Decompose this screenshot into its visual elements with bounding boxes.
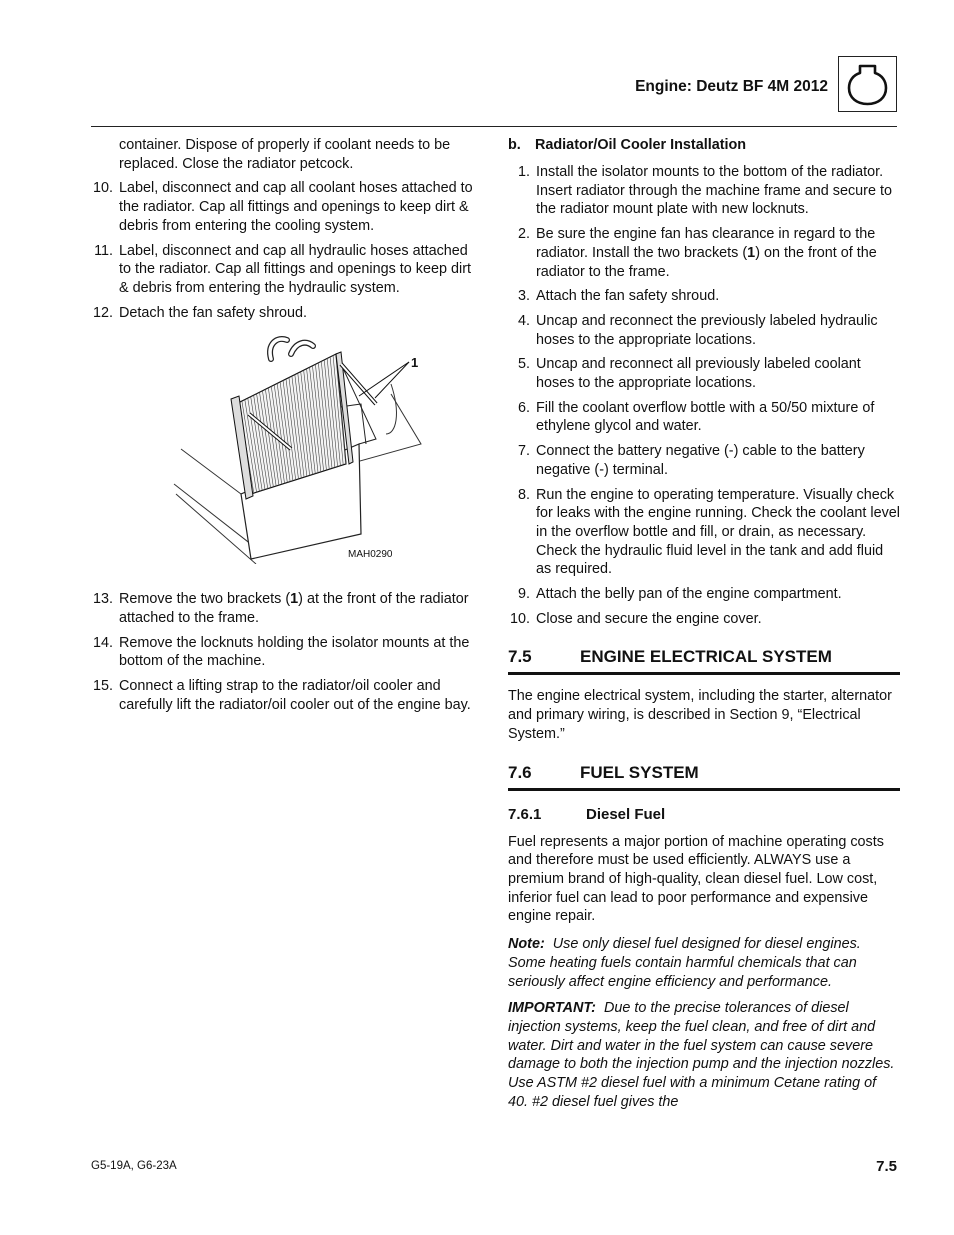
list-item: 15. Connect a lifting strap to the radiator/oil cooler and carefully lift the radiator/oil cooler out of the engine bay. [92, 678, 471, 713]
header-rule [91, 126, 897, 127]
subsection-heading-7-6-1: 7.6.1 Diesel Fuel [508, 805, 666, 823]
list-item: 9. Attach the belly pan of the engine compartment. [517, 586, 842, 603]
list-item: 10. Label, disconnect and cap all coolant hoses attached to the radiator. Cap all fittings and openings to keep dirt & debris from entering the cooling system. [92, 180, 473, 234]
list-item: 4. Uncap and reconnect the previously labeled hydraulic hoses to the appropriate locations. [517, 312, 878, 348]
list-item: 12. Detach the fan safety shroud. [92, 304, 307, 321]
list-item: 14. Remove the locknuts holding the isolator mounts at the bottom of the machine. [92, 634, 470, 670]
important-paragraph: IMPORTANT: Due to the precise tolerances of diesel injection systems, keep the fuel clean, and free of dirt and water. Dirt and water in the fuel system can cause severe damage to both the injection pump and the injection nozzles. Use ASTM #2 diesel fuel with a minimum Cetane rating of 40. #2 diesel fuel gives the [508, 1000, 895, 1110]
section-body: Fuel represents a major portion of machine operating costs and therefore must be used efficiently. ALWAYS use a premium brand of high-quality, clean diesel fuel. Low cost, inferior fuel can lead to poor performance and expensive engine repair. [508, 833, 884, 925]
footer-models: G5-19A, G6-23A [91, 1160, 177, 1172]
list-item: 7. Connect the battery negative (-) cable to the battery negative (-) terminal. [517, 443, 865, 478]
engine-icon-box [838, 56, 897, 112]
list-item: 8. Run the engine to operating temperature. Visually check for leaks with the engine running. Check the coolant level in the overflow bottle and fill, or drain, as necessary. Check the hydraulic fluid level in the tank and add fluid as required. [517, 486, 900, 578]
list-item: 1. Install the isolator mounts to the bottom of the radiator. Insert radiator through the machine frame and secure to the radiator mount plate with new locknuts. [517, 164, 892, 218]
list-item: 13. Remove the two brackets (1) at the front of the radiator attached to the frame. [92, 591, 469, 627]
list-item: 6. Fill the coolant overflow bottle with a 50/50 mixture of ethylene glycol and water. [517, 399, 875, 435]
radiator-illustration [91, 334, 481, 564]
list-item: 10. Close and secure the engine cover. [509, 610, 762, 627]
figure-caption: MAH0290 [348, 549, 393, 561]
note-paragraph: Note: Use only diesel fuel designed for diesel engines. Some heating fuels contain harmful chemicals that can seriously affect engine efficiency and performance. [508, 936, 861, 990]
right-column [508, 136, 900, 1119]
section-heading-7-5: 7.5 ENGINE ELECTRICAL SYSTEM [508, 646, 900, 675]
engine-icon [839, 57, 896, 111]
section-heading-7-6: 7.6 FUEL SYSTEM [508, 762, 900, 791]
list-item: 11. Label, disconnect and cap all hydraulic hoses attached to the radiator. Cap all fittings and openings to keep dirt & debris from entering the hydraulic system. [94, 242, 471, 296]
list-item: 3. Attach the fan safety shroud. [517, 288, 720, 305]
continuation-text: container. Dispose of properly if coolant needs to be replaced. Close the radiator petcock. [119, 137, 451, 172]
figure-callout: 1 [411, 355, 419, 371]
left-column [91, 136, 481, 721]
radiator-figure [91, 334, 481, 584]
subsection-heading: b. Radiator/Oil Cooler Installation [508, 137, 747, 153]
section-body: The engine electrical system, including the starter, alternator and primary wiring, is described in Section 9, “Electrical System.” [508, 688, 892, 742]
list-item: 5. Uncap and reconnect all previously labeled coolant hoses to the appropriate locations. [517, 356, 861, 392]
page-number: 7.5 [876, 1158, 897, 1175]
page-header-title: Engine: Deutz BF 4M 2012 [635, 78, 828, 95]
list-item: 2. Be sure the engine fan has clearance in regard to the radiator. Install the two brackets (1) on the front of the radiator to the frame. [517, 226, 877, 280]
